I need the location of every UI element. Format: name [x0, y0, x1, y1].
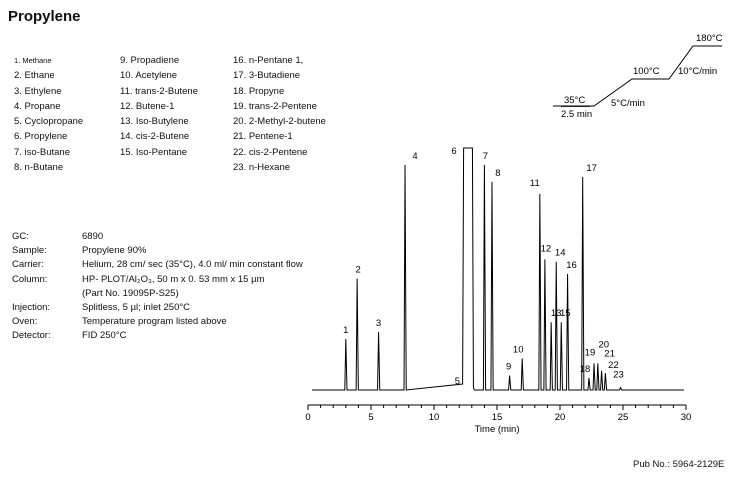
- peak-label-22: 22: [608, 360, 619, 372]
- peak-label-18: 18: [579, 363, 591, 375]
- compound-item: 15. Iso-Pentane: [120, 146, 188, 158]
- x-tick-label: 30: [680, 412, 692, 423]
- compound-item: 5. Cyclopropane: [14, 116, 84, 128]
- condition-value: 6890: [82, 231, 104, 242]
- compound-item: 2. Ethane: [14, 70, 55, 82]
- compound-item: 23. n-Hexane: [233, 162, 291, 174]
- peak-label-13: 13: [550, 308, 562, 320]
- x-axis: [305, 405, 691, 423]
- peak-label-15: 15: [559, 308, 571, 320]
- peak-label-2: 2: [355, 264, 361, 276]
- condition-label: Carrier:: [12, 259, 44, 271]
- compound-item: 22. cis-2-Pentene: [233, 146, 308, 158]
- condition-label: Column:: [12, 273, 48, 285]
- compound-item: 17. 3-Butadiene: [233, 70, 301, 82]
- compound-item: 20. 2-Methyl-2-butene: [233, 116, 326, 128]
- condition-label: Oven:: [12, 316, 38, 328]
- peak-label-10: 10: [512, 344, 524, 356]
- peak-label-1: 1: [343, 325, 349, 337]
- condition-value: Splitless, 5 µl; inlet 250°C: [82, 302, 191, 314]
- condition-label: Injection:: [12, 302, 51, 314]
- peak-label-16: 16: [566, 259, 577, 271]
- peak-label-6: 6: [451, 146, 457, 157]
- compound-item: 18. Propyne: [233, 85, 285, 97]
- peak-label-4: 4: [412, 150, 418, 162]
- temp-program-diagram: [553, 33, 723, 120]
- peak-label-14: 14: [554, 247, 566, 259]
- temp-hold-label: 2.5 min: [561, 109, 593, 120]
- temp-rate1-label: 5°C/min: [611, 98, 645, 109]
- peak-label-23: 23: [613, 369, 624, 381]
- peak-label-7: 7: [482, 150, 489, 162]
- peak-label-20: 20: [598, 339, 610, 351]
- compound-item: 6. Propylene: [14, 131, 68, 143]
- x-axis-label: Time (min): [474, 424, 520, 435]
- peak-label-8: 8: [495, 167, 501, 179]
- compound-item: 8. n-Butane: [14, 162, 64, 174]
- peak-label-11: 11: [529, 177, 540, 189]
- peak-label-12: 12: [540, 243, 552, 255]
- compound-item: 1. Methane: [14, 56, 52, 65]
- peak-label-3: 3: [375, 317, 382, 329]
- x-tick-label: 20: [554, 412, 566, 423]
- compound-item: 19. trans-2-Pentene: [233, 100, 317, 112]
- condition-label: GC:: [12, 231, 29, 242]
- compound-item: 9. Propadiene: [120, 55, 180, 66]
- compound-item: 12. Butene-1: [120, 100, 175, 112]
- condition-value: Helium, 28 cm/ sec (35°C), 4.0 ml/ min constant flow: [82, 259, 303, 271]
- condition-value: Temperature program listed above: [82, 316, 227, 328]
- compound-item: 11. trans-2-Butene: [120, 85, 198, 97]
- peak-label-9: 9: [505, 361, 512, 373]
- x-tick-label: 15: [491, 412, 503, 423]
- temp-mid-label: 100°C: [633, 66, 660, 77]
- compound-item: 7. iso-Butane: [14, 146, 70, 158]
- temp-final-label: 180°C: [696, 33, 723, 44]
- condition-label: Detector:: [12, 330, 51, 342]
- condition-value: (Part No. 19095P-S25): [82, 287, 179, 299]
- condition-label: Sample:: [12, 245, 47, 257]
- chromatogram-trace: [312, 148, 684, 390]
- x-tick-label: 5: [368, 412, 374, 423]
- peak-label-5: 5: [454, 376, 461, 387]
- compound-item: 4. Propane: [14, 100, 61, 112]
- compound-item: 14. cis-2-Butene: [120, 131, 190, 143]
- temp-rate2-label: 10°C/min: [678, 66, 718, 77]
- page-title: Propylene: [8, 8, 81, 25]
- condition-value: Propylene 90%: [82, 245, 147, 257]
- compound-item: 21. Pentene-1: [233, 131, 293, 143]
- compound-item: 3. Ethylene: [14, 85, 62, 97]
- peak-label-19: 19: [584, 347, 596, 359]
- temp-initial-label: 35°C: [564, 95, 586, 106]
- compound-item: 10. Acetylene: [120, 70, 178, 82]
- x-tick-label: 0: [305, 412, 311, 423]
- x-tick-label: 25: [617, 412, 629, 423]
- peak-label-17: 17: [586, 163, 597, 175]
- peak-label-21: 21: [604, 348, 615, 360]
- x-tick-label: 10: [428, 412, 440, 423]
- condition-value: FID 250°C: [82, 330, 127, 342]
- condition-value: HP- PLOT/Al₂O₃, 50 m x 0. 53 mm x 15 µm: [82, 273, 265, 285]
- compound-item: 16. n-Pentane 1,: [233, 55, 304, 66]
- pub-number: Pub No.: 5964-2129E: [633, 459, 725, 470]
- compound-item: 13. Iso-Butylene: [120, 116, 189, 128]
